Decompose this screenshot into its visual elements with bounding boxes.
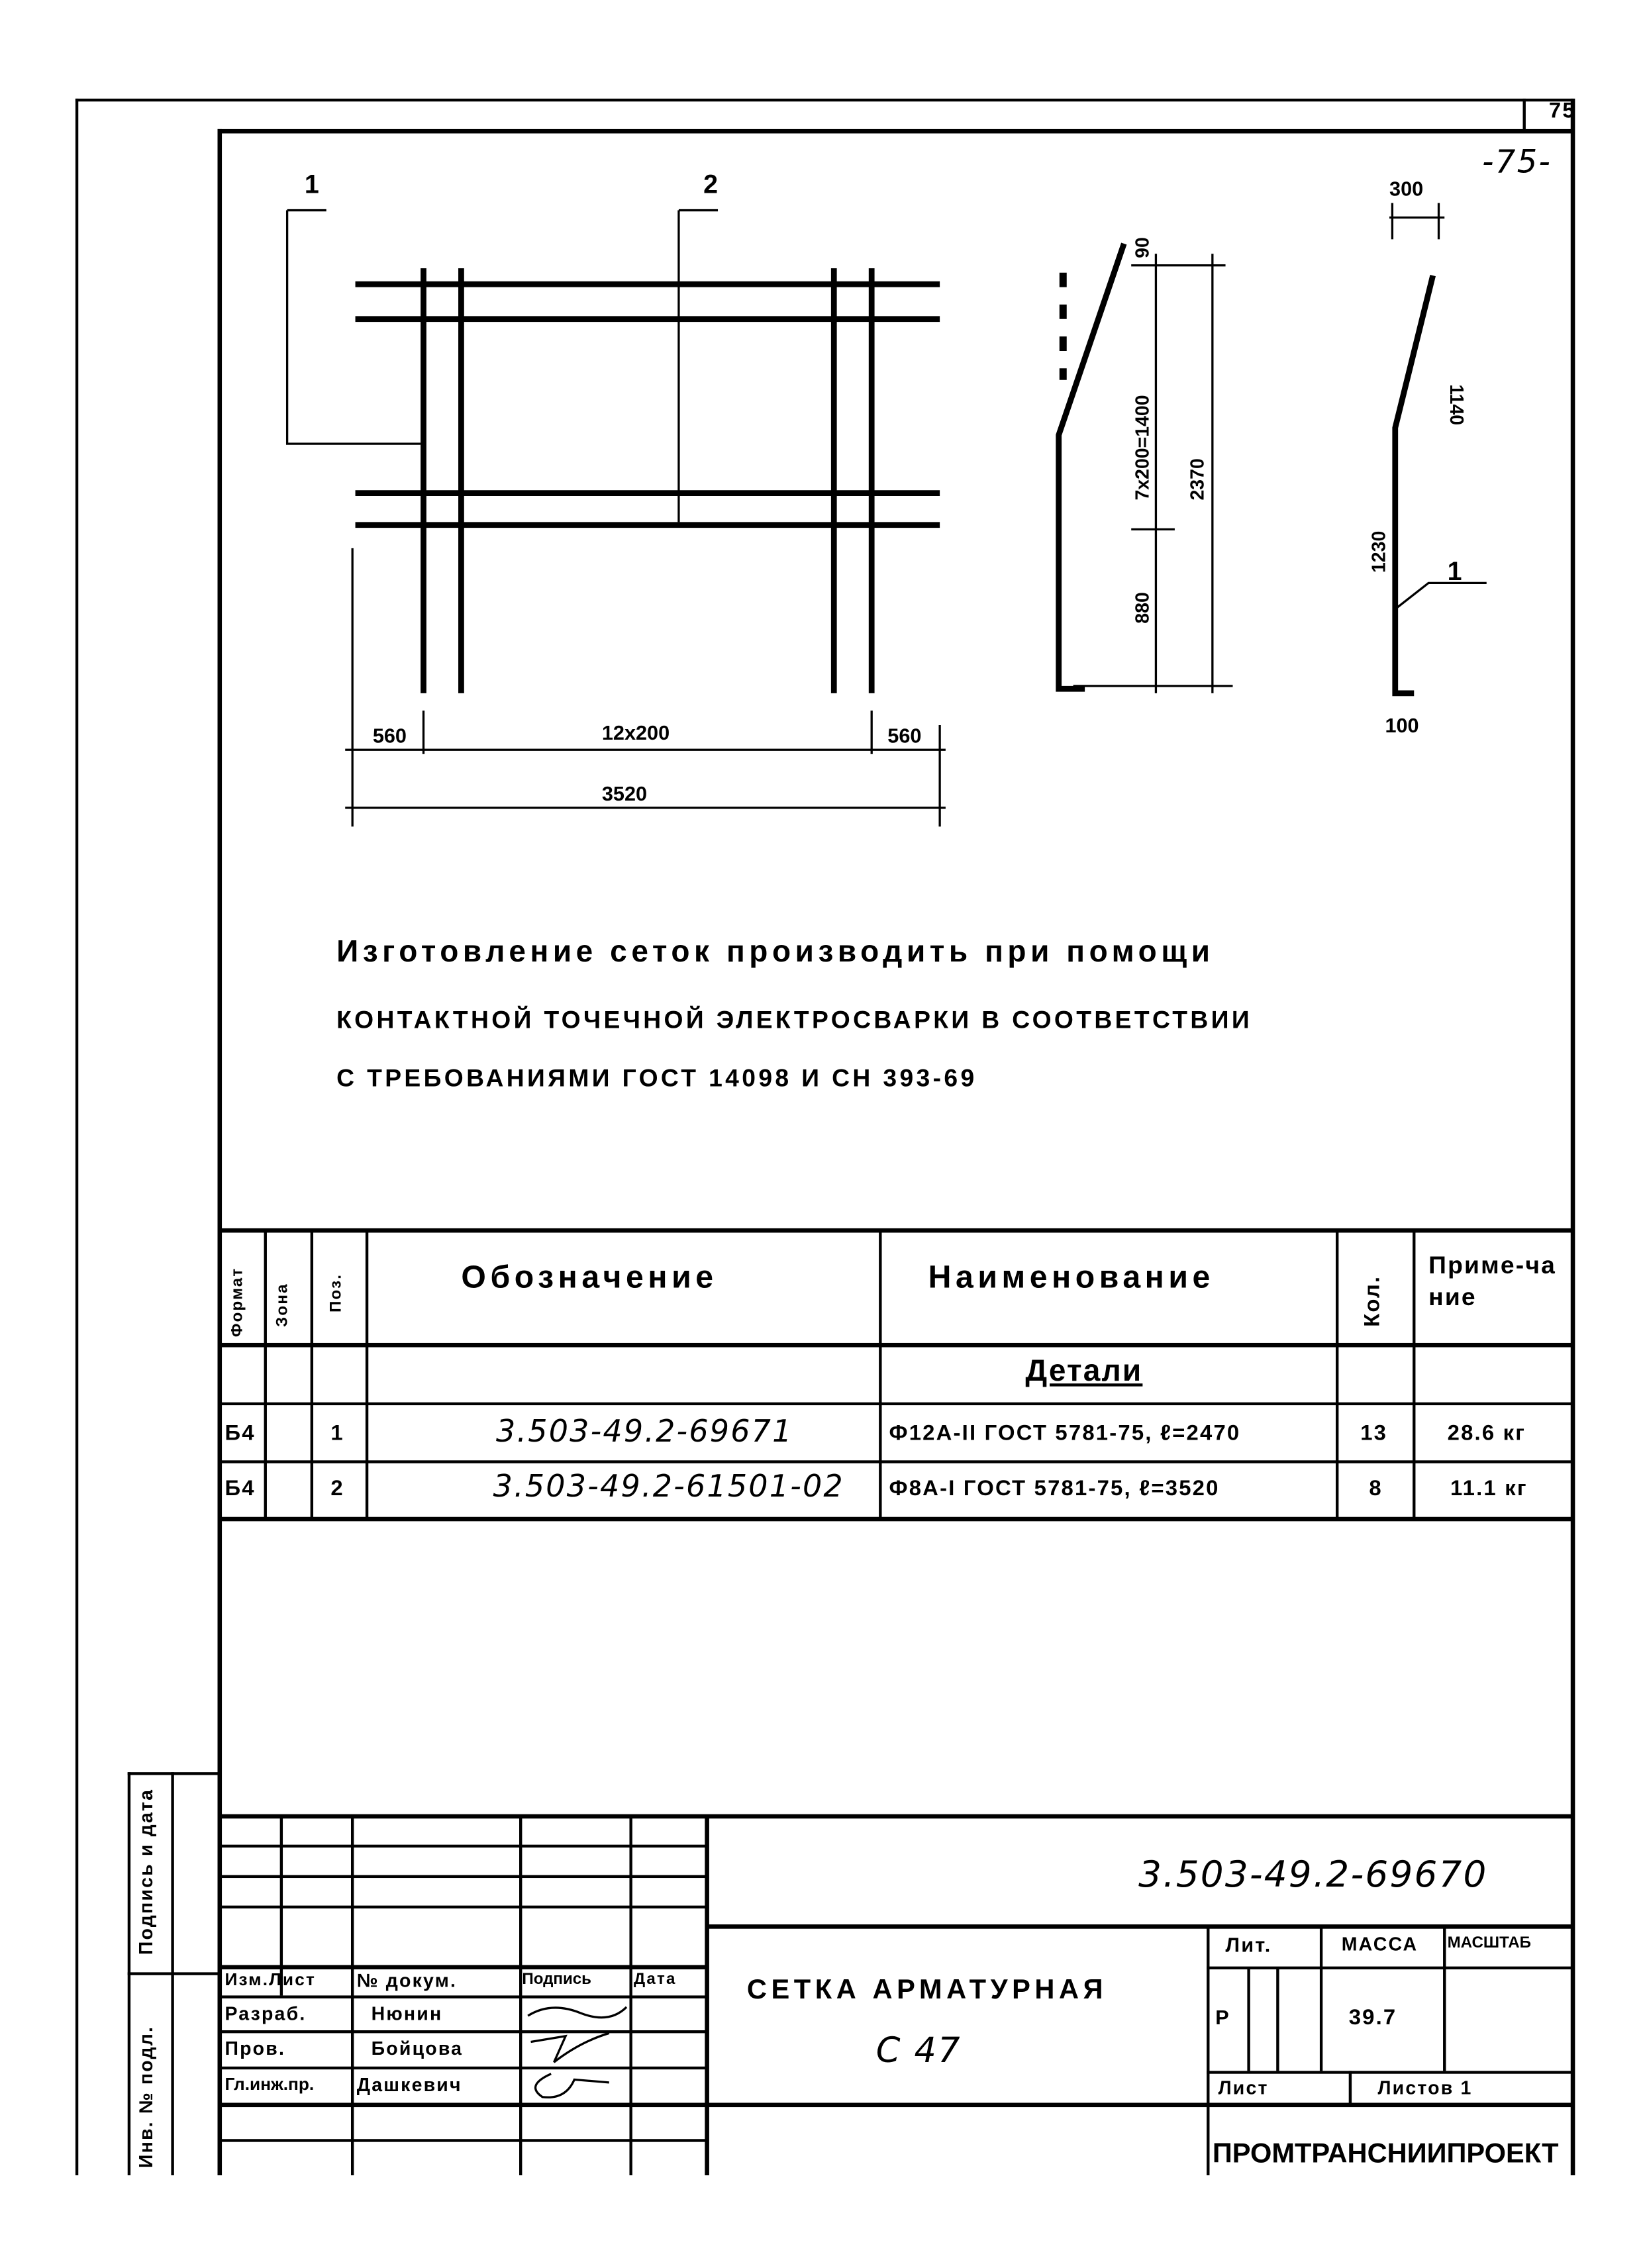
dim-total: 3520	[601, 782, 648, 805]
sheets-label: Листов 1	[1377, 2077, 1473, 2098]
dim-right: 560	[887, 724, 922, 748]
header-designation: Обозначение	[461, 1258, 718, 1295]
note-line-2: КОНТАКТНОЙ ТОЧЕЧНОЙ ЭЛЕКТРОСВАРКИ В СООТВЕТСТВИИ	[336, 1006, 1252, 1034]
corner-number: 75	[1548, 98, 1576, 124]
col-date: Дата	[634, 1971, 677, 1989]
callout-1: 1	[304, 170, 319, 199]
doc-number: 3.503-49.2-69670	[1138, 1853, 1488, 1896]
header-format: Формат	[229, 1267, 247, 1338]
lit-label: Лит.	[1225, 1933, 1272, 1957]
role-developer: Разраб.	[224, 2002, 307, 2025]
lit-value: Р	[1215, 2005, 1230, 2029]
callout-2: 2	[703, 170, 719, 199]
dim-spacing: 7x200=1400	[1132, 395, 1154, 501]
header-zone: Зона	[274, 1283, 292, 1327]
mass-value: 39.7	[1348, 2005, 1397, 2030]
header-name: Наименование	[928, 1258, 1215, 1295]
role-checker: Пров.	[224, 2037, 286, 2059]
header-qty: Кол.	[1360, 1275, 1385, 1327]
dim-left: 560	[372, 724, 407, 748]
note-line-3: С ТРЕБОВАНИЯМИ ГОСТ 14098 И СН 393-69	[336, 1064, 977, 1093]
dim-height: 2370	[1187, 458, 1209, 501]
signatures	[522, 1998, 630, 2103]
page-mark: -75-	[1482, 145, 1552, 181]
stamp-inv: Инв. № подл.	[134, 2025, 157, 2169]
drawing-sheet: 75 -75- 1 2 1 560 12x200 560 3520 90 7x200=1400 2370 880 300 1140 1230 100 Изготовление сеток производить при помощи КОНТАКТНОЙ ТОЧЕЧНОЙ ЭЛЕКТРОСВАРКИ В СООТВЕТСТВИИ С ТРЕБОВАНИЯМИ ГОСТ 14098 И СН 393-69 Формат Зона Поз. Обозначение Наименование Кол. Приме-чание Детали Б4 1 3.503-49.2-69671 Ф12А-II ГОСТ 5781-75, ℓ=2470 13 28.6 кг Б4 2 3.503-49.2-61501-02 Ф8А-I ГОСТ 5781-75, ℓ=3520 8 11.1 кг Подпись и дата Инв. № подл. 3.503-49.2-69670 Изм.Лист № докум. Подпись Дата Разраб. Нюнин Пров. Бойцова Гл.инж.пр. Дашкевич СЕТКА АРМАТУРНАЯ С 47 Лит. МАССА МАСШТАБ Р 39.7 Лист Листов 1 ПРОМТРАНСНИИПРОЕКТ	[0, 0, 1643, 2268]
header-pos: Поз.	[327, 1273, 346, 1312]
transverse-bars	[423, 268, 871, 693]
dim-bottom: 880	[1132, 592, 1154, 624]
dim-middle: 12x200	[601, 721, 670, 744]
col-sign: Подпись	[522, 1971, 591, 1989]
bent-bar-profile	[1059, 244, 1433, 693]
drawing-mark: С 47	[875, 2030, 962, 2071]
drawing-title: СЕТКА АРМАТУРНАЯ	[746, 1975, 1108, 2006]
sheet-label: Лист	[1218, 2077, 1269, 2098]
section-details: Детали	[1025, 1354, 1143, 1388]
name-chief: Дашкевич	[356, 2073, 462, 2096]
callout-side-1: 1	[1447, 557, 1462, 586]
dim-top: 90	[1132, 237, 1154, 258]
name-developer: Нюнин	[371, 2002, 443, 2025]
mass-label: МАССА	[1341, 1933, 1419, 1955]
organization: ПРОМТРАНСНИИПРОЕКТ	[1212, 2139, 1559, 2170]
name-checker: Бойцова	[371, 2037, 464, 2059]
header-note: Приме-чание	[1428, 1251, 1557, 1311]
note-line-1: Изготовление сеток производить при помощи	[336, 935, 1215, 969]
mesh-drawing	[0, 0, 1643, 899]
longitudinal-bars	[356, 284, 940, 525]
dim-side-bottom: 100	[1385, 714, 1419, 737]
dim-side-upper: 1140	[1446, 384, 1467, 426]
stamp-sign-date: Подпись и дата	[134, 1788, 157, 1955]
dim-side-top: 300	[1389, 177, 1424, 201]
dim-side-lower: 1230	[1368, 530, 1390, 573]
scale-label: МАСШТАБ	[1447, 1934, 1532, 1952]
role-chief: Гл.инж.пр.	[224, 2073, 315, 2095]
col-change: Изм.Лист	[224, 1969, 317, 1990]
col-doc: № докум.	[356, 1969, 458, 1991]
